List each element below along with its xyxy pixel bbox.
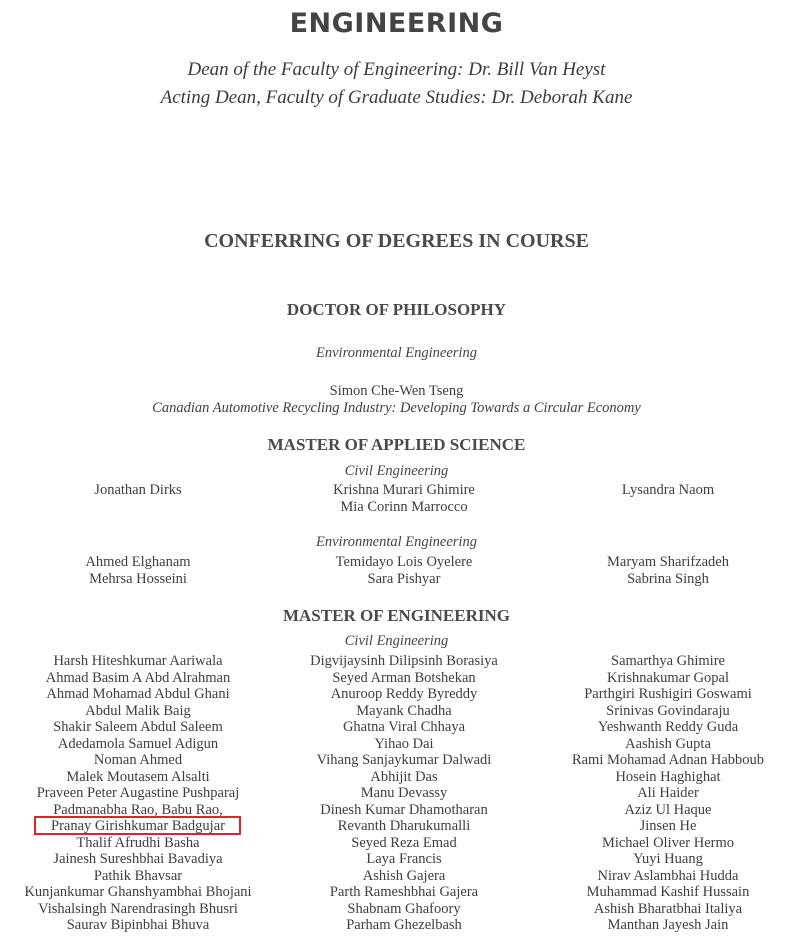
name-entry: Michael Oliver Hermo	[601, 834, 735, 851]
name-entry: Praveen Peter Augastine Pushparaj	[36, 785, 240, 801]
name-entry: Jinsen He	[639, 818, 697, 834]
name-entry: Mayank Chadha	[356, 702, 452, 719]
name-entry: Yeshwanth Reddy Guda	[597, 719, 739, 735]
name-entry: Ashish Bharatbhai Italiya	[593, 900, 743, 917]
faculty-title: ENGINEERING	[289, 8, 504, 39]
meng-middle-column	[266, 653, 542, 934]
name-entry: Parth Rameshbhai Gajera	[329, 884, 479, 900]
name-entry: Vihang Sanjaykumar Dalwadi	[316, 752, 492, 768]
meng-heading: MASTER OF ENGINEERING	[282, 606, 510, 625]
name-entry: Sabrina Singh	[627, 570, 709, 587]
meng-right-column	[530, 653, 793, 934]
phd-thesis: Canadian Automotive Recycling Industry: Developing Towards a Circular Economy	[152, 400, 641, 416]
name-entry: Ahmad Mohamad Abdul Ghani	[46, 686, 230, 702]
name-entry: Yuyi Huang	[633, 851, 703, 867]
name-entry: Seyed Reza Emad	[351, 834, 457, 851]
name-entry: Seyed Arman Botshekan	[332, 669, 476, 686]
name-entry: Aziz Ul Haque	[624, 801, 712, 818]
name-entry: Noman Ahmed	[93, 752, 183, 768]
name-entry: Harsh Hiteshkumar Aariwala	[53, 653, 223, 669]
acting-dean-line: Acting Dean, Faculty of Graduate Studies: Dr. Deborah Kane	[160, 87, 633, 108]
name-entry: Vishalsingh Narendrasingh Bhusri	[38, 900, 238, 917]
name-entry: Shakir Saleem Abdul Saleem	[53, 719, 223, 735]
name-entry: Anuroop Reddy Byreddy	[330, 686, 478, 702]
phd-name: Simon Che-Wen Tseng	[329, 383, 464, 399]
name-entry: Sara Pishyar	[367, 570, 441, 587]
name-entry: Nirav Aslambhai Hudda	[597, 867, 739, 884]
name-entry: Hosein Haghighat	[615, 768, 721, 785]
name-entry: Malek Moutasem Alsalti	[66, 768, 210, 785]
conferring-heading: CONFERRING OF DEGREES IN COURSE	[204, 230, 589, 252]
name-entry: Kunjankumar Ghanshyambhai Bhojani	[24, 884, 252, 900]
name-entry: Laya Francis	[366, 851, 442, 867]
name-entry: Pranay Girishkumar Badgujar	[51, 818, 225, 834]
name-entry: Ahmad Basim A Abd Alrahman	[45, 669, 231, 686]
name-entry: Saurav Bipinbhai Bhuva	[66, 917, 210, 933]
name-entry: Ashish Gajera	[362, 867, 446, 884]
name-entry: Aashish Gupta	[625, 735, 711, 752]
name-entry: Muhammad Kashif Hussain	[586, 884, 750, 900]
masc-env-left-column	[0, 554, 276, 587]
dean-line: Dean of the Faculty of Engineering: Dr. Bill Van Heyst	[187, 59, 606, 80]
name-entry: Pathik Bhavsar	[93, 867, 183, 884]
name-entry: Shabnam Ghafoory	[347, 900, 461, 917]
name-entry: Manu Devassy	[360, 785, 448, 801]
phd-heading: DOCTOR OF PHILOSOPHY	[286, 300, 507, 319]
name-entry: Parham Ghezelbash	[346, 917, 462, 933]
name-entry: Abhijit Das	[370, 768, 438, 785]
masc-environmental-program: Environmental Engineering	[316, 534, 477, 550]
masc-civil-program: Civil Engineering	[344, 463, 449, 479]
highlight-box	[34, 816, 241, 835]
name-entry: Srinivas Govindaraju	[606, 702, 730, 719]
masc-civil-right-column	[530, 482, 793, 499]
name-entry: Dinesh Kumar Dhamotharan	[320, 801, 488, 818]
masc-heading: MASTER OF APPLIED SCIENCE	[267, 435, 526, 454]
name-entry: Abdul Malik Baig	[85, 702, 191, 719]
masc-civil-left-column	[0, 482, 276, 499]
masc-env-right-column	[530, 554, 793, 587]
name-entry: Ahmed Elghanam	[85, 554, 191, 570]
name-entry: Krishnakumar Gopal	[606, 669, 729, 686]
name-entry: Adedamola Samuel Adigun	[57, 735, 219, 752]
name-entry: Thalif Afrudhi Basha	[76, 834, 200, 851]
meng-program: Civil Engineering	[344, 633, 449, 649]
name-entry: Digvijaysinh Dilipsinh Borasiya	[310, 653, 498, 669]
phd-program: Environmental Engineering	[316, 345, 477, 361]
name-entry: Samarthya Ghimire	[611, 653, 725, 669]
name-entry: Lysandra Naom	[621, 482, 715, 498]
name-entry: Revanth Dharukumalli	[337, 818, 471, 834]
name-entry: Krishna Murari Ghimire	[333, 482, 475, 498]
meng-left-column	[0, 653, 276, 934]
name-entry: Mia Corinn Marrocco	[340, 498, 468, 515]
masc-env-middle-column	[266, 554, 542, 587]
name-entry: Padmanabha Rao, Babu Rao,	[53, 801, 223, 818]
name-entry: Jonathan Dirks	[94, 482, 182, 498]
name-entry: Temidayo Lois Oyelere	[335, 554, 473, 570]
name-entry: Parthgiri Rushigiri Goswami	[584, 686, 752, 702]
name-entry: Maryam Sharifzadeh	[607, 554, 729, 570]
name-entry: Jainesh Sureshbhai Bavadiya	[53, 851, 223, 867]
name-entry: Rami Mohamad Adnan Habboub	[571, 752, 765, 768]
name-entry: Mehrsa Hosseini	[89, 570, 187, 587]
name-entry: Ghatna Viral Chhaya	[342, 719, 466, 735]
name-entry: Ali Haider	[637, 785, 699, 801]
name-entry: Yihao Dai	[374, 735, 434, 752]
masc-civil-middle-column	[266, 482, 542, 515]
name-entry: Manthan Jayesh Jain	[607, 917, 729, 933]
